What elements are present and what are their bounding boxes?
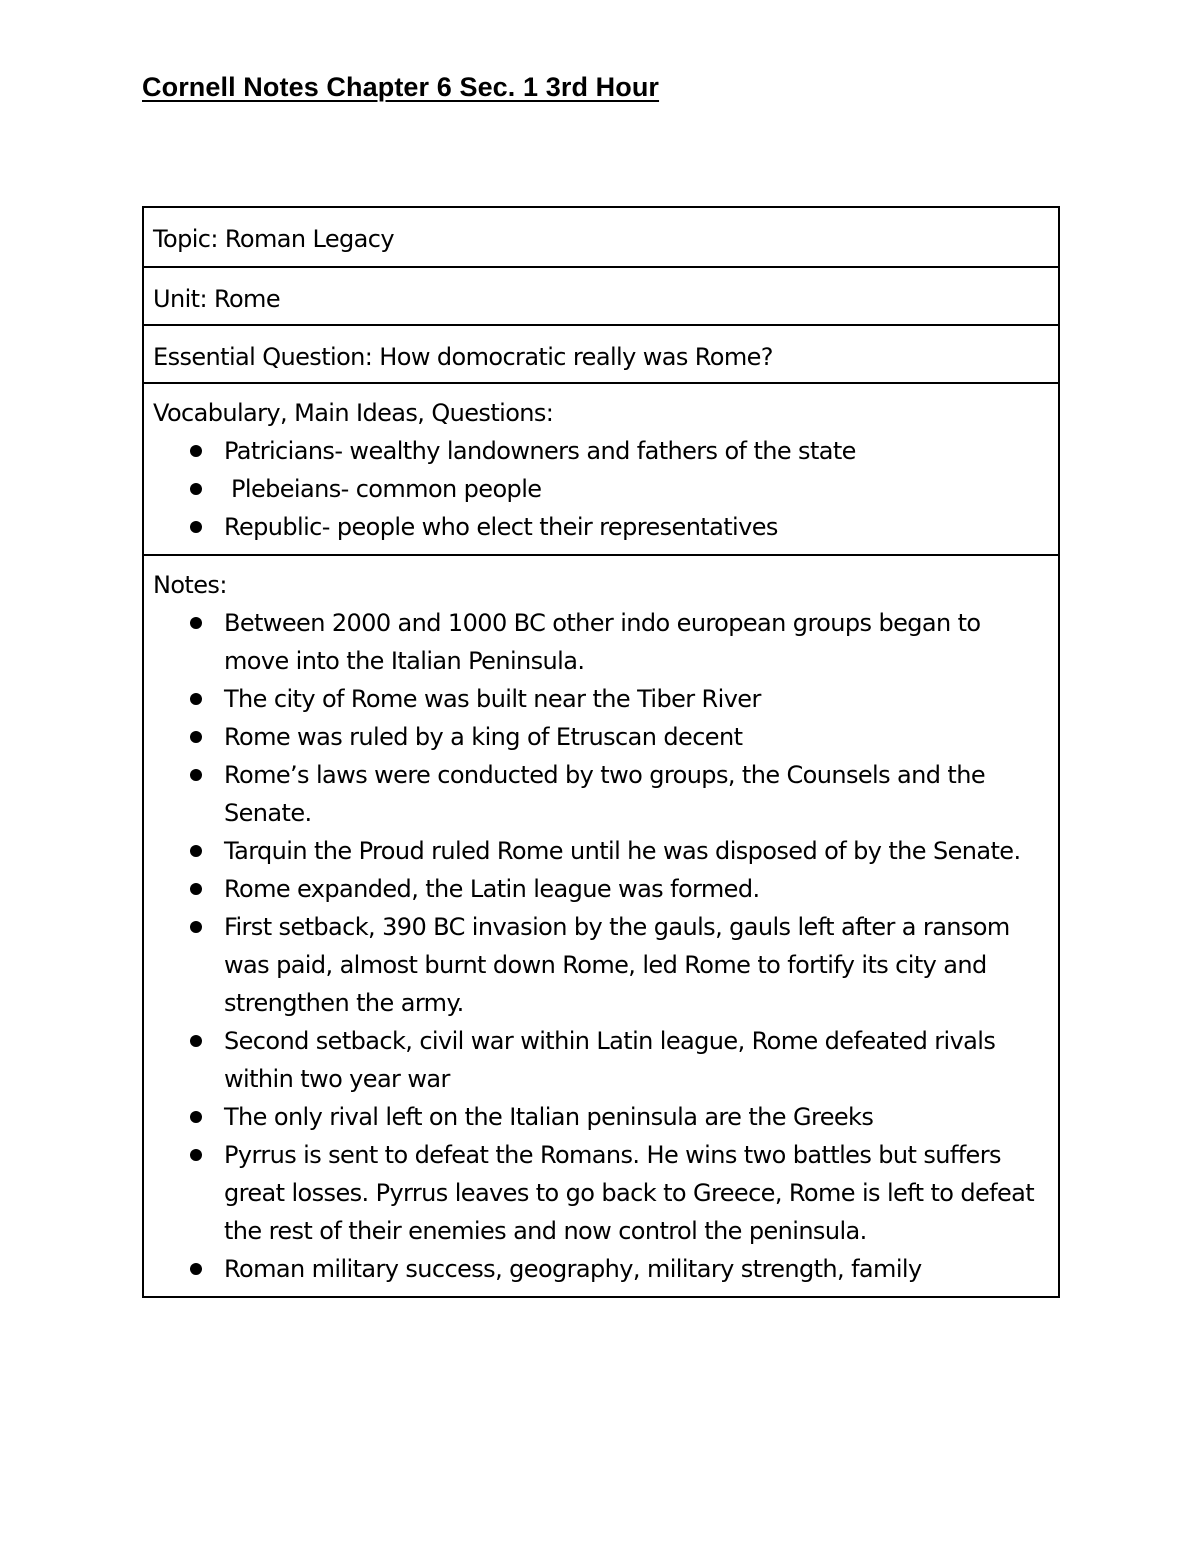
note-item: The only rival left on the Italian peninsula are the Greeks [224,1098,1050,1136]
note-item: Rome expanded, the Latin league was formed. [224,870,1050,908]
unit-row [144,266,1058,324]
topic-row [144,208,1058,266]
note-item: Second setback, civil war within Latin league, Rome defeated rivals within two year war [224,1022,1050,1098]
note-item: Rome was ruled by a king of Etruscan decent [224,718,1050,756]
notes-label: Notes: [153,571,227,599]
note-item: First setback, 390 BC invasion by the gauls, gauls left after a ransom was paid, almost burnt down Rome, led Rome to fortify its city and strengthen the army. [224,908,1050,1022]
topic-text: Topic: Roman Legacy [153,225,394,253]
cornell-notes-table [142,206,1060,1298]
vocabulary-row [144,382,1058,554]
vocabulary-item: Patricians- wealthy landowners and fathers of the state [224,432,1050,470]
note-item: Pyrrus is sent to defeat the Romans. He wins two battles but suffers great losses. Pyrrus leaves to go back to Greece, Rome is left to defeat the rest of their enemies and now control the peninsula. [224,1136,1050,1250]
note-item: Between 2000 and 1000 BC other indo european groups began to move into the Italian Peninsula. [224,604,1050,680]
note-item: Tarquin the Proud ruled Rome until he was disposed of by the Senate. [224,832,1050,870]
unit-text: Unit: Rome [153,285,280,313]
notes-row [144,554,1058,1296]
note-item: Roman military success, geography, military strength, family [224,1250,1050,1288]
note-item: The city of Rome was built near the Tiber River [224,680,1050,718]
document-title: Cornell Notes Chapter 6 Sec. 1 3rd Hour [142,72,660,102]
notes-list [153,604,1050,1288]
vocabulary-label: Vocabulary, Main Ideas, Questions: [153,399,554,427]
note-item: Rome’s laws were conducted by two groups, the Counsels and the Senate. [224,756,1050,832]
vocabulary-item: Plebeians- common people [224,470,1050,508]
vocabulary-item: Republic- people who elect their representatives [224,508,1050,546]
vocabulary-list [153,432,1050,546]
essential-question-row [144,324,1058,382]
essential-question-text: Essential Question: How domocratic really was Rome? [153,343,773,371]
